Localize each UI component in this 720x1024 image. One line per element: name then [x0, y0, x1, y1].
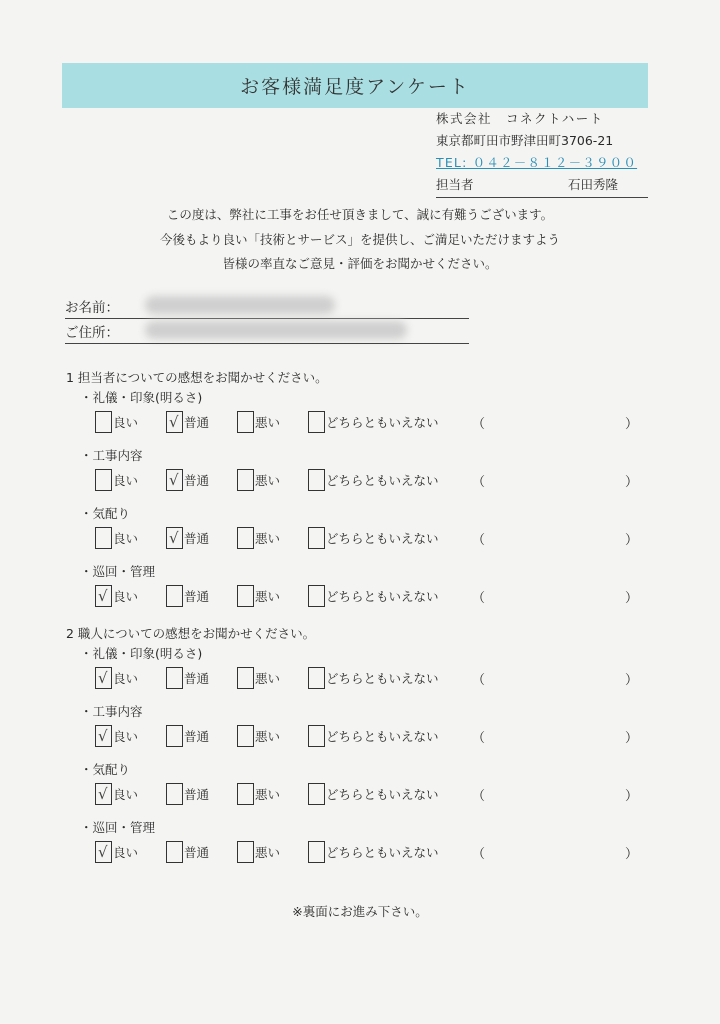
question-label: ・巡回・管理: [80, 820, 156, 835]
comment-close-paren: ）: [625, 731, 639, 746]
company-rule: [436, 197, 648, 198]
option-label: 良い: [113, 671, 139, 686]
checkbox[interactable]: [237, 667, 254, 689]
company-tel[interactable]: TEL: ０４２－８１２－３９００: [436, 155, 638, 170]
option-1[interactable]: [95, 667, 138, 689]
checkbox[interactable]: [237, 469, 254, 491]
redacted-name: [145, 296, 335, 314]
option-3[interactable]: [237, 783, 280, 805]
option-3[interactable]: [237, 411, 280, 433]
address-label: ご住所：: [65, 325, 119, 341]
option-label: 悪い: [255, 415, 281, 430]
option-label: 悪い: [255, 671, 281, 686]
checkbox[interactable]: [308, 841, 325, 863]
option-label: 普通: [184, 729, 210, 744]
option-4[interactable]: [308, 783, 439, 805]
option-label: 良い: [113, 845, 139, 860]
comment-open-paren: （: [472, 417, 486, 432]
check-mark-icon: √: [98, 587, 108, 605]
option-3[interactable]: [237, 527, 280, 549]
checkbox[interactable]: [166, 783, 183, 805]
option-label: 良い: [113, 729, 139, 744]
comment-open-paren: （: [472, 533, 486, 548]
staff-label: 担当者: [436, 177, 474, 192]
name-field[interactable]: [65, 296, 469, 316]
question-label: ・礼儀・印象(明るさ): [80, 390, 203, 405]
comment-close-paren: ）: [625, 475, 639, 490]
checkbox[interactable]: [237, 411, 254, 433]
option-label: 悪い: [255, 531, 281, 546]
question-label: ・礼儀・印象(明るさ): [80, 646, 203, 661]
option-label: 普通: [184, 531, 210, 546]
section-title: 2 職人についての感想をお聞かせください。: [66, 626, 316, 641]
checkbox[interactable]: [95, 667, 112, 689]
option-label: 良い: [113, 787, 139, 802]
option-label: どちらともいえない: [326, 845, 439, 860]
option-3[interactable]: [237, 841, 280, 863]
checkbox[interactable]: [308, 667, 325, 689]
comment-close-paren: ）: [625, 591, 639, 606]
checkbox[interactable]: [95, 841, 112, 863]
option-label: 悪い: [255, 787, 281, 802]
check-mark-icon: √: [169, 529, 179, 547]
option-4[interactable]: [308, 841, 439, 863]
comment-open-paren: （: [472, 789, 486, 804]
option-label: 良い: [113, 473, 139, 488]
option-label: 良い: [113, 531, 139, 546]
option-label: 悪い: [255, 729, 281, 744]
check-mark-icon: √: [98, 843, 108, 861]
option-4[interactable]: [308, 469, 439, 491]
option-label: 悪い: [255, 589, 281, 604]
option-1[interactable]: [95, 527, 138, 549]
footer-note: ※裏面にお進み下さい。: [292, 904, 428, 919]
option-label: 悪い: [255, 845, 281, 860]
check-mark-icon: √: [169, 471, 179, 489]
company-info: [436, 108, 648, 198]
greeting: [0, 203, 720, 277]
company-name: 株式会社 コネクトハート: [436, 111, 604, 126]
question-label: ・工事内容: [80, 448, 143, 463]
option-1[interactable]: [95, 585, 138, 607]
checkbox[interactable]: [166, 585, 183, 607]
checkbox[interactable]: [237, 841, 254, 863]
option-label: どちらともいえない: [326, 671, 439, 686]
option-4[interactable]: [308, 725, 439, 747]
staff-row: [436, 174, 648, 196]
option-3[interactable]: [237, 585, 280, 607]
company-address: 東京都町田市野津田町3706-21: [436, 133, 614, 148]
option-label: どちらともいえない: [326, 531, 439, 546]
option-2[interactable]: [166, 469, 209, 491]
checkbox[interactable]: [95, 411, 112, 433]
checkbox[interactable]: [237, 585, 254, 607]
checkbox[interactable]: [166, 469, 183, 491]
comment-close-paren: ）: [625, 847, 639, 862]
check-mark-icon: √: [98, 669, 108, 687]
question-label: ・気配り: [80, 506, 131, 521]
option-2[interactable]: [166, 667, 209, 689]
comment-open-paren: （: [472, 731, 486, 746]
survey-title: お客様満足度アンケート: [62, 63, 648, 108]
comment-open-paren: （: [472, 475, 486, 490]
question-label: ・気配り: [80, 762, 131, 777]
option-label: 普通: [184, 473, 210, 488]
option-2[interactable]: [166, 585, 209, 607]
checkbox[interactable]: [308, 725, 325, 747]
option-2[interactable]: [166, 841, 209, 863]
checkbox[interactable]: [95, 469, 112, 491]
question-label: ・巡回・管理: [80, 564, 156, 579]
option-2[interactable]: [166, 725, 209, 747]
check-mark-icon: √: [98, 785, 108, 803]
option-1[interactable]: [95, 411, 138, 433]
option-label: 悪い: [255, 473, 281, 488]
option-label: どちらともいえない: [326, 415, 439, 430]
option-label: どちらともいえない: [326, 729, 439, 744]
option-label: 良い: [113, 589, 139, 604]
name-label: お名前：: [65, 300, 119, 316]
checkbox[interactable]: [308, 469, 325, 491]
option-1[interactable]: [95, 841, 138, 863]
option-label: どちらともいえない: [326, 473, 439, 488]
option-label: 普通: [184, 671, 210, 686]
comment-close-paren: ）: [625, 533, 639, 548]
option-4[interactable]: [308, 667, 439, 689]
option-label: どちらともいえない: [326, 589, 439, 604]
checkbox[interactable]: [308, 783, 325, 805]
staff-name: 石田秀隆: [567, 177, 618, 192]
option-4[interactable]: [308, 411, 439, 433]
option-label: 普通: [184, 787, 210, 802]
checkbox[interactable]: [95, 527, 112, 549]
option-3[interactable]: [237, 469, 280, 491]
comment-open-paren: （: [472, 673, 486, 688]
check-mark-icon: √: [98, 727, 108, 745]
option-2[interactable]: [166, 783, 209, 805]
option-label: 普通: [184, 589, 210, 604]
option-2[interactable]: [166, 527, 209, 549]
option-4[interactable]: [308, 585, 439, 607]
address-field[interactable]: [65, 321, 469, 341]
option-1[interactable]: [95, 469, 138, 491]
option-4[interactable]: [308, 527, 439, 549]
option-2[interactable]: [166, 411, 209, 433]
checkbox[interactable]: [237, 725, 254, 747]
checkbox[interactable]: [237, 527, 254, 549]
option-label: 良い: [113, 415, 139, 430]
address-line: [65, 343, 469, 344]
name-line: [65, 318, 469, 319]
checkbox[interactable]: [166, 667, 183, 689]
greeting-line: この度は、弊社に工事をお任せ頂きまして、誠に有難うございます。: [166, 207, 554, 222]
checkbox[interactable]: [166, 841, 183, 863]
option-1[interactable]: [95, 783, 138, 805]
checkbox[interactable]: [95, 585, 112, 607]
comment-close-paren: ）: [625, 789, 639, 804]
option-label: どちらともいえない: [326, 787, 439, 802]
comment-open-paren: （: [472, 591, 486, 606]
option-3[interactable]: [237, 667, 280, 689]
checkbox[interactable]: [237, 783, 254, 805]
checkbox[interactable]: [95, 725, 112, 747]
greeting-line: 皆様の率直なご意見・評価をお聞かせください。: [222, 256, 498, 271]
comment-close-paren: ）: [625, 417, 639, 432]
question-label: ・工事内容: [80, 704, 143, 719]
checkbox[interactable]: [166, 725, 183, 747]
checkbox[interactable]: [95, 783, 112, 805]
greeting-line: 今後もより良い「技術とサービス」を提供し、ご満足いただけますよう: [159, 231, 560, 247]
comment-open-paren: （: [472, 847, 486, 862]
redacted-address: [145, 321, 407, 339]
option-label: 普通: [184, 415, 210, 430]
option-label: 普通: [184, 845, 210, 860]
option-3[interactable]: [237, 725, 280, 747]
checkbox[interactable]: [308, 527, 325, 549]
comment-close-paren: ）: [625, 673, 639, 688]
checkbox[interactable]: [308, 411, 325, 433]
checkbox[interactable]: [166, 411, 183, 433]
section-title: 1 担当者についての感想をお聞かせください。: [66, 370, 328, 385]
check-mark-icon: √: [169, 413, 179, 431]
option-1[interactable]: [95, 725, 138, 747]
checkbox[interactable]: [166, 527, 183, 549]
checkbox[interactable]: [308, 585, 325, 607]
